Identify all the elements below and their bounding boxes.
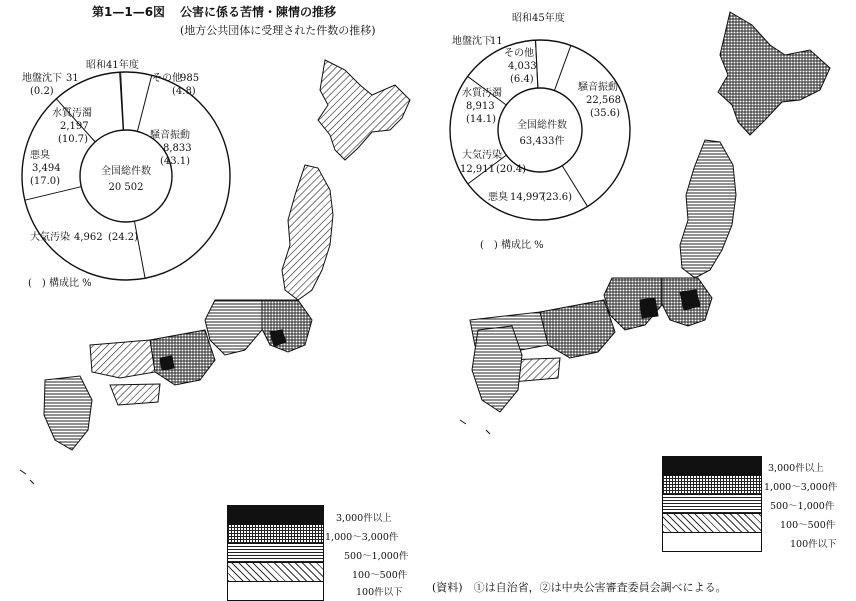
donut1-noise-value: 8,833 (163, 143, 192, 154)
donut2-water-pct: (14.1) (466, 114, 497, 125)
legend2-swatch-black (663, 457, 761, 476)
donut2-year: 昭和45年度 (512, 13, 565, 24)
legend1-swatch-diagonal (228, 563, 323, 582)
donut1-subsidence-label: 地盤沈下 (22, 73, 62, 84)
donut2-other-label: その他 (504, 48, 534, 59)
legend2-swatch-cross (663, 476, 761, 495)
map1-kanto (260, 300, 312, 352)
donut2-air-label: 大気汚染 (462, 150, 502, 161)
donut1-center-label: 全国総件数 (101, 166, 151, 177)
donut2-odor-value: 14,997 (510, 192, 545, 203)
donut1-water-value: 2,197 (60, 121, 89, 132)
map1-kinki (150, 330, 215, 385)
donut2-noise-label: 騒音振動 (578, 82, 618, 93)
donut2-center-label: 全国総件数 (517, 120, 567, 131)
donut1-year: 昭和41年度 (86, 60, 139, 71)
legend-1 (227, 505, 324, 601)
donut1-subsidence-pct: (0.2) (30, 86, 54, 97)
map1-kyushu (44, 376, 92, 450)
legend1-swatch-white (228, 582, 323, 601)
legend1-label-4: 100件以下 (356, 587, 403, 598)
donut2-odor-pct: (23.6) (542, 192, 573, 203)
legend2-swatch-diagonal (663, 514, 761, 533)
map2-osaka (640, 298, 658, 318)
map1-chugoku (90, 340, 155, 378)
legend1-swatch-horizontal (228, 544, 323, 563)
donut2-other-pct: (6.4) (510, 74, 534, 85)
source-note: (資料) ①は自治省，②は中央公害審査委員会調べによる。 (432, 581, 727, 594)
donut1-total: 20 502 (108, 182, 144, 193)
map1-sea (20, 470, 34, 484)
donut2-note: ( ) 構成比 % (480, 240, 544, 251)
donut2-subsidence-label: 地盤沈下 (452, 36, 492, 47)
map2-islands (460, 420, 490, 434)
legend2-label-0: 3,000件以上 (768, 463, 824, 474)
donut2-noise-value: 22,568 (586, 95, 621, 106)
donut1-other-label: その他 (152, 73, 182, 84)
donut1-odor-pct: (17.0) (30, 176, 61, 187)
donut1-odor-value: 3,494 (32, 163, 61, 174)
donut1-water-pct: (10.7) (58, 134, 89, 145)
legend1-label-1: 1,000〜3,000件 (325, 532, 399, 543)
map1-osaka (160, 356, 174, 370)
map2-hokkaido (718, 12, 830, 135)
map1-shikoku (110, 384, 160, 405)
legend2-label-3: 100〜500件 (780, 520, 836, 531)
donut1-air-label: 大気汚染 (30, 232, 70, 243)
legend2-label-4: 100件以下 (790, 539, 837, 550)
donut1-other-value: 985 (180, 73, 200, 84)
figure-subtitle: (地方公共団体に受理された件数の推移) (180, 24, 376, 37)
donut1-air-value: 4,962 (74, 232, 103, 243)
donut2-air-pct: (20.4) (496, 164, 527, 175)
figure-number: 第1—1—6図 (92, 5, 166, 19)
legend2-swatch-horizontal (663, 495, 761, 514)
donut2-air-value: 12,911 (460, 164, 495, 175)
legend1-label-2: 500〜1,000件 (344, 551, 409, 562)
map1-chubu (205, 300, 262, 355)
legend1-swatch-black (228, 506, 323, 525)
legend1-label-0: 3,000件以上 (336, 513, 392, 524)
map2-kyushu (472, 326, 522, 412)
donut2-subsidence-value: 11 (490, 36, 503, 47)
donut1-noise-label: 騒音振動 (150, 130, 190, 141)
map1-hokkaido (318, 60, 410, 160)
legend1-label-3: 100〜500件 (352, 570, 408, 581)
donut1-air-pct: (24.2) (108, 232, 139, 243)
legend2-label-1: 1,000〜3,000件 (764, 482, 838, 493)
legend2-swatch-white (663, 533, 761, 552)
donut2-water-label: 水質汚濁 (462, 88, 502, 99)
donut1-other-pct: (4.8) (172, 86, 196, 97)
donut2-other-value: 4,033 (508, 61, 537, 72)
donut1-noise-pct: (43.1) (160, 156, 191, 167)
legend-2 (662, 456, 762, 552)
map1-tohoku (282, 165, 333, 300)
donut2-water-value: 8,913 (466, 101, 495, 112)
donut1-subsidence-value: 31 (66, 73, 79, 84)
donut2-total: 63,433件 (519, 136, 565, 147)
donut2-noise-pct: (35.6) (590, 108, 621, 119)
figure-title: 公害に係る苦情・陳情の推移 (180, 5, 337, 19)
map2-tokyo (680, 290, 700, 310)
donut1-note: ( ) 構成比 % (28, 278, 92, 289)
donut2-odor-label: 悪臭 (488, 192, 508, 203)
legend2-label-2: 500〜1,000件 (770, 501, 835, 512)
donut1-odor-label: 悪臭 (30, 150, 50, 161)
map2-tohoku (680, 140, 736, 278)
donut1-water-label: 水質汚濁 (52, 108, 92, 119)
map2-kinki (540, 300, 615, 358)
legend1-swatch-cross (228, 525, 323, 544)
